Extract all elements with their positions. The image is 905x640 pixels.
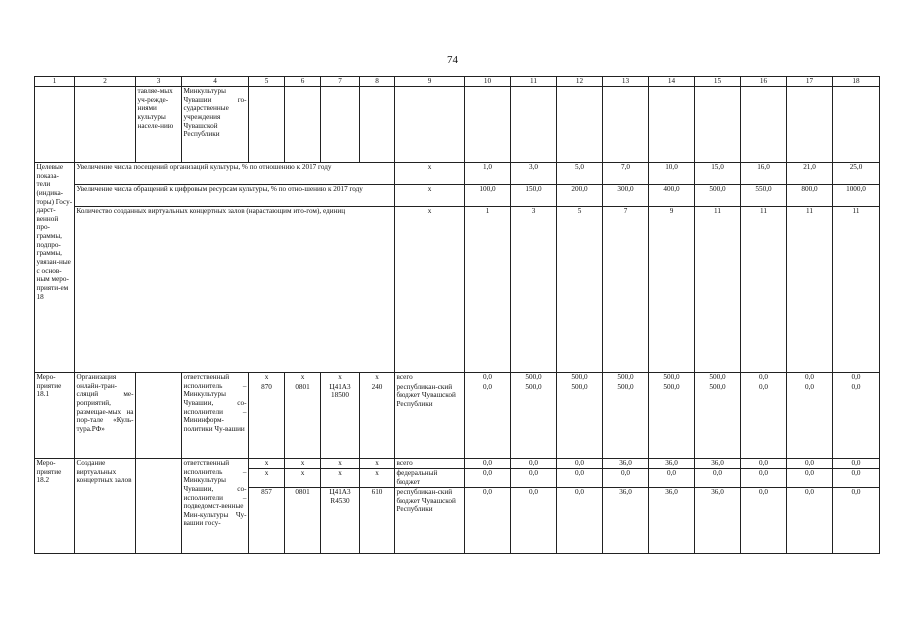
value-cell: 36,0 <box>695 488 741 554</box>
value-cell: 0,0 <box>465 469 511 488</box>
col-header: 8 <box>360 77 395 87</box>
indicator-row <box>35 207 880 373</box>
value-cell: 7 <box>603 207 649 373</box>
value-cell: 0,0 <box>787 459 833 469</box>
value-cell: 36,0 <box>649 488 695 554</box>
value-cell: 500,0 <box>511 383 557 459</box>
col-header: 11 <box>511 77 557 87</box>
value-cell: 0,0 <box>603 469 649 488</box>
value-cell: 800,0 <box>787 185 833 207</box>
indicators-label: Целевые показа-тели (индика-торы) Госу-дарст-венной про-граммы, подпро-граммы, увязан-ные с основ-ным меро-прияти-ем 18 <box>35 163 75 373</box>
col-header: 7 <box>321 77 360 87</box>
value-cell: 15,0 <box>695 163 741 185</box>
value-cell: 0,0 <box>511 488 557 554</box>
value-cell: 500,0 <box>557 383 603 459</box>
code-cell: x <box>360 459 395 469</box>
value-cell: 0,0 <box>511 459 557 469</box>
indicator-col9: x <box>395 185 465 207</box>
value-cell: 7,0 <box>603 163 649 185</box>
value-cell: 0,0 <box>465 383 511 459</box>
value-cell: 9 <box>649 207 695 373</box>
value-cell: 400,0 <box>649 185 695 207</box>
col-header: 13 <box>603 77 649 87</box>
code-cell: Ц41А3 18500 <box>321 383 360 459</box>
value-cell: 0,0 <box>833 383 880 459</box>
code-cell: x <box>360 469 395 488</box>
value-cell: 3,0 <box>511 163 557 185</box>
value-cell: 0,0 <box>511 469 557 488</box>
cont-cell-col3: тавляе-мых уч-режде-ниями культуры населе-нию <box>136 87 182 163</box>
m182-label: Меро-приятие 18.2 <box>35 459 75 554</box>
source-cell: республикан-ский бюджет Чувашской Республики <box>395 488 465 554</box>
code-cell: 0801 <box>285 383 321 459</box>
value-cell: 3 <box>511 207 557 373</box>
value-cell: 0,0 <box>465 373 511 383</box>
code-cell: x <box>321 469 360 488</box>
value-cell: 0,0 <box>787 383 833 459</box>
code-cell: 870 <box>249 383 285 459</box>
code-cell: x <box>285 373 321 383</box>
value-cell: 550,0 <box>741 185 787 207</box>
value-cell: 16,0 <box>741 163 787 185</box>
m181-executor: ответственный исполнитель – Минкультуры Чувашии, со-исполнители – Мининформ-политики Чу-вашии <box>182 373 249 459</box>
value-cell: 500,0 <box>603 373 649 383</box>
budget-table <box>34 76 880 554</box>
value-cell: 100,0 <box>465 185 511 207</box>
code-cell: x <box>321 459 360 469</box>
value-cell: 11 <box>741 207 787 373</box>
value-cell: 11 <box>695 207 741 373</box>
code-cell: 0801 <box>285 488 321 554</box>
value-cell: 36,0 <box>603 488 649 554</box>
value-cell: 0,0 <box>741 383 787 459</box>
indicator-row <box>35 163 880 185</box>
value-cell: 0,0 <box>833 469 880 488</box>
m182-row-total <box>35 459 880 469</box>
value-cell: 0,0 <box>833 459 880 469</box>
value-cell: 25,0 <box>833 163 880 185</box>
code-cell: 240 <box>360 383 395 459</box>
cont-cell-col4: Минкультуры Чувашии го-сударственные учреждения Чувашской Республики <box>182 87 249 163</box>
col-header: 4 <box>182 77 249 87</box>
page-number: 74 <box>447 54 458 66</box>
value-cell: 21,0 <box>787 163 833 185</box>
value-cell: 0,0 <box>787 373 833 383</box>
col-header: 5 <box>249 77 285 87</box>
code-cell: Ц41А3 R4530 <box>321 488 360 554</box>
value-cell: 0,0 <box>465 459 511 469</box>
code-cell: 857 <box>249 488 285 554</box>
value-cell: 200,0 <box>557 185 603 207</box>
value-cell: 0,0 <box>741 459 787 469</box>
code-cell: x <box>249 469 285 488</box>
source-cell: всего <box>395 373 465 383</box>
value-cell: 500,0 <box>695 383 741 459</box>
value-cell: 0,0 <box>787 488 833 554</box>
value-cell: 36,0 <box>603 459 649 469</box>
value-cell: 1000,0 <box>833 185 880 207</box>
m181-label: Меро-приятие 18.1 <box>35 373 75 459</box>
value-cell: 0,0 <box>695 469 741 488</box>
value-cell: 150,0 <box>511 185 557 207</box>
value-cell: 500,0 <box>649 383 695 459</box>
value-cell: 11 <box>833 207 880 373</box>
col-header: 3 <box>136 77 182 87</box>
value-cell: 1,0 <box>465 163 511 185</box>
value-cell: 500,0 <box>603 383 649 459</box>
value-cell: 0,0 <box>649 469 695 488</box>
value-cell: 0,0 <box>833 373 880 383</box>
value-cell: 11 <box>787 207 833 373</box>
col-header: 1 <box>35 77 75 87</box>
source-cell: федеральный бюджет <box>395 469 465 488</box>
indicator-text: Увеличение числа посещений организаций культуры, % по отношению к 2017 году <box>75 163 395 185</box>
col-header: 12 <box>557 77 603 87</box>
col-header: 6 <box>285 77 321 87</box>
m181-row-total <box>35 373 880 383</box>
value-cell: 0,0 <box>557 469 603 488</box>
value-cell: 0,0 <box>557 459 603 469</box>
value-cell: 500,0 <box>695 185 741 207</box>
col-header: 18 <box>833 77 880 87</box>
m181-description: Организация онлайн-тран-сляций ме-роприятий, размещае-мых на пор-тале «Куль-тура.РФ» <box>75 373 136 459</box>
value-cell: 300,0 <box>603 185 649 207</box>
value-cell: 0,0 <box>557 488 603 554</box>
indicator-text: Увеличение числа обращений к цифровым ресурсам культуры, % по отно-шению к 2017 году <box>75 185 395 207</box>
code-cell: x <box>249 459 285 469</box>
value-cell: 0,0 <box>741 373 787 383</box>
value-cell: 500,0 <box>695 373 741 383</box>
value-cell: 0,0 <box>833 488 880 554</box>
source-cell: республикан-ский бюджет Чувашской Республики <box>395 383 465 459</box>
code-cell: x <box>360 373 395 383</box>
indicator-col9: x <box>395 207 465 373</box>
col-header: 17 <box>787 77 833 87</box>
source-cell: всего <box>395 459 465 469</box>
value-cell: 1 <box>465 207 511 373</box>
value-cell: 500,0 <box>557 373 603 383</box>
m182-description: Создание виртуальных концертных залов <box>75 459 136 554</box>
code-cell: x <box>285 469 321 488</box>
value-cell: 36,0 <box>695 459 741 469</box>
column-number-row <box>35 77 880 87</box>
indicator-col9: x <box>395 163 465 185</box>
m182-executor: ответственный исполнитель – Минкультуры Чувашии, со-исполнители – подведомст-венные Мин-культуры Чу-вашии госу- <box>182 459 249 554</box>
col-header: 15 <box>695 77 741 87</box>
col-header: 9 <box>395 77 465 87</box>
indicator-row <box>35 185 880 207</box>
continuation-row <box>35 87 880 163</box>
col-header: 14 <box>649 77 695 87</box>
col-header: 16 <box>741 77 787 87</box>
value-cell: 0,0 <box>465 488 511 554</box>
value-cell: 0,0 <box>741 469 787 488</box>
value-cell: 0,0 <box>741 488 787 554</box>
code-cell: 610 <box>360 488 395 554</box>
code-cell: x <box>321 373 360 383</box>
value-cell: 0,0 <box>787 469 833 488</box>
col-header: 2 <box>75 77 136 87</box>
value-cell: 500,0 <box>649 373 695 383</box>
col-header: 10 <box>465 77 511 87</box>
value-cell: 36,0 <box>649 459 695 469</box>
value-cell: 5 <box>557 207 603 373</box>
code-cell: x <box>249 373 285 383</box>
value-cell: 5,0 <box>557 163 603 185</box>
value-cell: 10,0 <box>649 163 695 185</box>
indicator-text: Количество созданных виртуальных концертных залов (нарастающим ито-гом), единиц <box>75 207 395 373</box>
code-cell: x <box>285 459 321 469</box>
value-cell: 500,0 <box>511 373 557 383</box>
